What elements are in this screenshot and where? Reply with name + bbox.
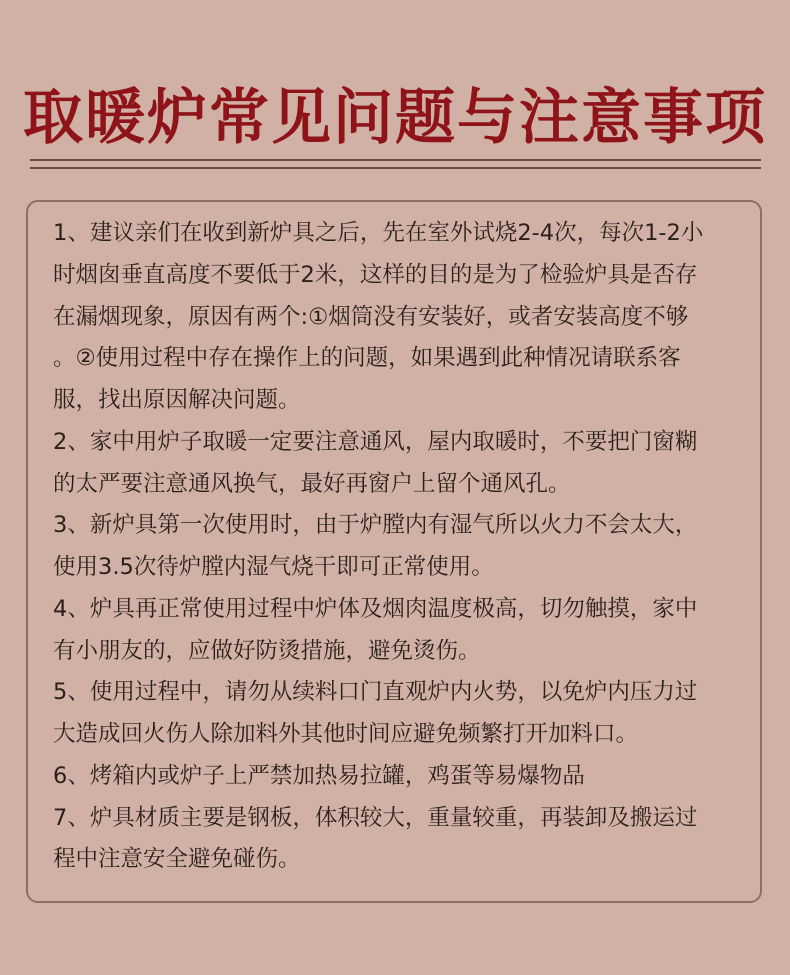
notice-line: 程中注意安全避免碰伤。: [53, 846, 301, 873]
notice-line: 的太严要注意通风换气，最好再窗户上留个通风孔。: [53, 470, 571, 497]
title-divider-top: [30, 159, 761, 161]
notice-line: 在漏烟现象，原因有两个:①烟筒没有安装好，或者安装高度不够: [53, 303, 689, 330]
notice-line: 5、使用过程中，请勿从续料口门直观炉内火势，以免炉内压力过: [53, 679, 698, 706]
notice-line: 有小朋友的，应做好防烫措施，避免烫伤。: [53, 637, 481, 664]
notice-line: 。②使用过程中存在操作上的问题，如果遇到此种情况请联系客: [53, 345, 681, 372]
page-title: 取暖炉常见问题与注意事项: [23, 83, 767, 153]
notice-line: 服，找出原因解决问题。: [53, 387, 301, 413]
notice-line: 7、炉具材质主要是钢板，体积较大，重量较重，再装卸及搬运过: [53, 804, 698, 831]
notice-line: 6、烤箱内或炉子上严禁加热易拉罐，鸡蛋等易爆物品: [53, 762, 585, 789]
notice-line: 1、建议亲们在收到新炉具之后，先在室外试烧2-4次，每次1-2小: [53, 220, 704, 246]
notice-line: 4、炉具再正常使用过程中炉体及烟肉温度极高，切勿触摸，家中: [53, 595, 698, 622]
notice-line: 3、新炉具第一次使用时，由于炉膛内有湿气所以火力不会太大，: [53, 512, 698, 539]
notice-line: 时烟囱垂直高度不要低于2米，这样的目的是为了检验炉具是否存: [53, 261, 698, 288]
title-divider-bottom: [30, 167, 761, 169]
notice-line: 大造成回火伤人除加料外其他时间应避免频繁打开加料口。: [53, 721, 639, 747]
notice-line: 2、家中用炉子取暖一定要注意通风，屋内取暖时，不要把门窗糊: [53, 428, 698, 455]
notice-content: [53, 213, 737, 881]
notice-line: 使用3.5次待炉膛内湿气烧干即可正常使用。: [53, 554, 494, 580]
